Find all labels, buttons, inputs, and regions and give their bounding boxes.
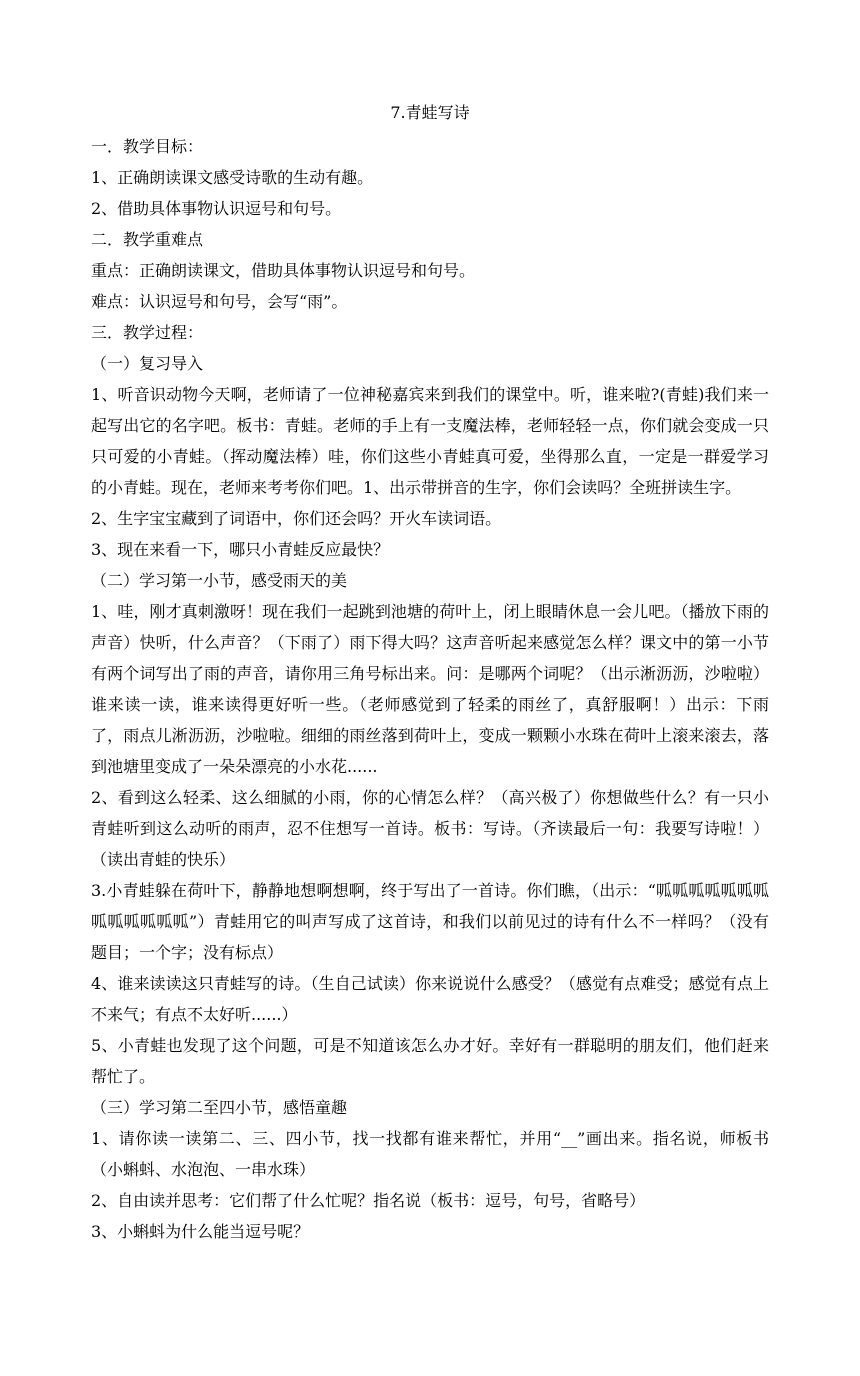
subsection-heading: （三）学习第二至四小节，感悟童趣 (91, 1098, 348, 1117)
body-paragraph: 1、听音识动物今天啊，老师请了一位神秘嘉宾来到我们的课堂中。听，谁来啦?(青蛙)我们来一起写出它的名字吧。板书：青蛙。老师的手上有一支魔法棒，老师轻轻一点，你们就会变成一只只可爱的小青蛙。（挥动魔法棒）哇，你们这些小青蛙真可爱，坐得那么直，一定是一群爱学习的小青蛙。现在，老师来考考你们吧。1、出示带拼音的生字，你们会读吗？全班拼读生字。 (91, 385, 769, 497)
body-paragraph: 5、小青蛙也发现了这个问题，可是不知道该怎么办才好。幸好有一群聪明的朋友们，他们赶来帮忙了。 (91, 1036, 769, 1086)
body-paragraph: 3、小蝌蚪为什么能当逗号呢？ (91, 1222, 310, 1241)
body-paragraph: 3.小青蛙躲在荷叶下，静静地想啊想啊，终于写出了一首诗。你们瞧，（出示：“呱呱呱呱呱呱呱呱呱呱呱呱呱”）青蛙用它的叫声写成了这首诗，和我们以前见过的诗有什么不一样吗？（没有题目；一个字；没有标点） (91, 881, 769, 962)
body-paragraph: 1、哇，刚才真刺激呀！现在我们一起跳到池塘的荷叶上，闭上眼睛休息一会儿吧。（播放下雨的声音）快听，什么声音？（下雨了）雨下得大吗？这声音听起来感觉怎么样？课文中的第一小节有两个词写出了雨的声音，请你用三角号标出来。问：是哪两个词呢？（出示淅沥沥，沙啦啦）谁来读一读，谁来读得更好听一些。（老师感觉到了轻柔的雨丝了，真舒服啊！）出示：下雨了，雨点儿淅沥沥，沙啦啦。细细的雨丝落到荷叶上，变成一颗颗小水珠在荷叶上滚来滚去，落到池塘里变成了一朵朵漂亮的小水花...... (91, 602, 769, 776)
body-paragraph: 2、生字宝宝藏到了词语中，你们还会吗？开火车读词语。 (91, 509, 502, 528)
section-heading-objectives: 一．教学目标： (91, 137, 204, 156)
key-point-paragraph: 重点：正确朗读课文，借助具体事物认识逗号和句号。 (91, 261, 476, 280)
body-paragraph: 2、看到这么轻柔、这么细腻的小雨，你的心情怎么样？（高兴极了）你想做些什么？有一只小青蛙听到这么动听的雨声，忍不住想写一首诗。板书：写诗。（齐读最后一句：我要写诗啦！）（读出青蛙的快乐） (91, 788, 769, 869)
section-heading-process: 三．教学过程： (91, 323, 204, 342)
objective-item: 2、借助具体事物认识逗号和句号。 (91, 199, 342, 218)
section-heading-key-points: 二．教学重难点 (91, 230, 204, 249)
body-paragraph: 1、请你读一读第二、三、四小节，找一找都有谁来帮忙，并用“__”画出来。指名说，师板书（小蝌蚪、水泡泡、一串水珠） (91, 1129, 769, 1179)
document-title: 7.青蛙写诗 (390, 103, 470, 122)
document-body (91, 131, 769, 1247)
objective-item: 1、正确朗读课文感受诗歌的生动有趣。 (91, 168, 374, 187)
difficulty-paragraph: 难点：认识逗号和句号，会写“雨”。 (91, 292, 348, 311)
subsection-heading: （二）学习第一小节，感受雨天的美 (91, 571, 348, 590)
body-paragraph: 4、谁来读读这只青蛙写的诗。（生自己试读）你来说说什么感受？（感觉有点难受；感觉有点上不来气；有点不太好听......） (91, 974, 769, 1024)
body-paragraph: 2、自由读并思考：它们帮了什么忙呢？指名说（板书：逗号，句号，省略号） (91, 1191, 646, 1210)
subsection-heading: （一）复习导入 (91, 354, 204, 373)
body-paragraph: 3、现在来看一下，哪只小青蛙反应最快？ (91, 540, 390, 559)
